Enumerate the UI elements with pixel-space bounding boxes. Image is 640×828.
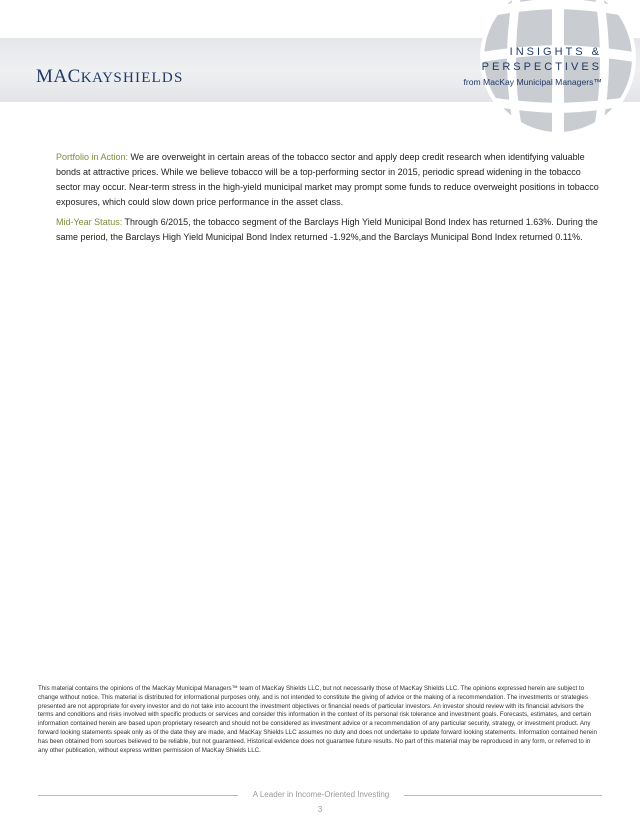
perspectives-line: PERSPECTIVES [481,61,602,73]
midyear-label: Mid-Year Status: [56,217,123,227]
midyear-text: Through 6/2015, the tobacco segment of the Barclays High Yield Municipal Bond Index has returned 1.63%. During the same period, the Barclays High Yield Municipal Bond Index returned -1.92%,and the Barclays Municipal Bond Index returned 0.11%. [56,217,598,242]
portfolio-paragraph [56,150,601,210]
logo-shields: SHIELDS [113,70,184,86]
page-number: 3 [317,805,323,814]
insights-perspectives-title [463,45,602,89]
mackay-shields-logo [36,66,184,86]
footer-rule-left [38,795,238,796]
portfolio-text: We are overweight in certain areas of the tobacco sector and apply deep credit research when identifying valuable bonds at attractive prices. While we believe tobacco will be a top-performing sector in 2015, periodic spread widening in the tobacco sector may occur. Near-term stress in the high-yield municipal market may prompt some funds to reduce overweight positions in tobacco exposures, which could slow down price performance in the asset class. [56,152,599,207]
portfolio-label: Portfolio in Action: [56,152,129,162]
logo-mac: MAC [36,66,81,87]
footer-tagline: A Leader in Income-Oriented Investing [252,790,390,799]
disclaimer-text: This material contains the opinions of the MacKay Municipal Managers™ team of MacKay Shields LLC, but not necessarily those of MacKay Shields LLC. The opinions expressed herein are subject to change without notice. This material is distributed for informational purposes only, and is not intended to constitute the giving of advice or the making of a recommendation. The investments or strategies presented are not appropriate for every investor and do not take into account the investment objectives or financial needs of particular investors. An investor should review with its financial advisors the terms and conditions and risks involved with specific products or services and consider this information in the context of its personal risk tolerance and investment goals. Forecasts, estimates, and certain information contained herein are based upon proprietary research and should not be considered as investment advice or a recommendation of any particular security, strategy, or investment product. Any forward looking statements speak only as of the date they are made, and MacKay Shields LLC assumes no duty and does not undertake to update forward looking statements. Information contained herein has been obtained from sources believed to be reliable, but not guaranteed. Historical evidence does not guarantee future results. No part of this material may be reproduced in any form, or referred to in any other publication, without express written permission of MacKay Shields LLC. [38,685,597,754]
insights-line: INSIGHTS & [509,46,602,58]
body-content [56,150,601,250]
midyear-paragraph [56,215,601,245]
footer-rule-right [404,795,602,796]
logo-kay: KAY [80,70,114,86]
insights-subtitle: from MacKay Municipal Managers™ [463,77,602,87]
